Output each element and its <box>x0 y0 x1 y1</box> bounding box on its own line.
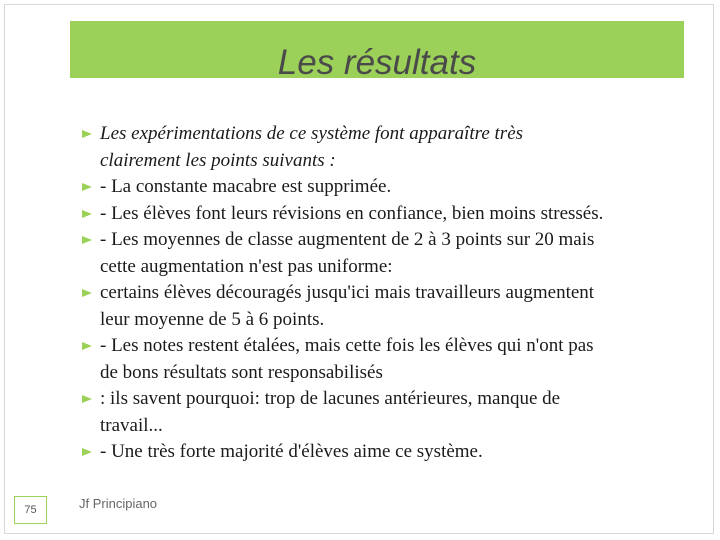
slide-number: 75 <box>14 496 47 524</box>
list-item-line: travail... <box>100 414 163 436</box>
list-item-line: - Les moyennes de classe augmentent de 2 à 3 points sur 20 mais <box>100 229 595 250</box>
triangle-bullet-icon <box>82 288 92 298</box>
list-item-line: : ils savent pourquoi: trop de lacunes antérieures, manque de <box>100 388 561 409</box>
triangle-bullet-icon <box>82 129 92 139</box>
list-item <box>84 439 700 466</box>
list-item-line: Les expérimentations de ce système font apparaître très <box>100 123 524 144</box>
list-item-line: clairement les points suivants : <box>100 149 336 171</box>
list-item-line: de bons résultats sont responsabilisés <box>100 361 383 383</box>
title-bar <box>70 21 684 82</box>
list-item-line: cette augmentation n'est pas uniforme: <box>100 255 393 277</box>
slide-title: Les résultats <box>277 43 477 82</box>
triangle-bullet-icon <box>82 235 92 245</box>
footer-author: Jf Principiano <box>79 496 158 511</box>
list-item <box>84 174 700 201</box>
list-item <box>84 333 700 386</box>
list-item <box>84 386 700 439</box>
list-item-line: - Les notes restent étalées, mais cette fois les élèves qui n'ont pas <box>100 335 594 356</box>
triangle-bullet-icon <box>82 394 92 404</box>
list-item-line: leur moyenne de 5 à 6 points. <box>100 308 325 330</box>
list-item <box>84 280 700 333</box>
list-item-line: - Les élèves font leurs révisions en confiance, bien moins stressés. <box>100 202 604 224</box>
triangle-bullet-icon <box>82 209 92 219</box>
list-item-line: - Une très forte majorité d'élèves aime ce système. <box>100 441 483 462</box>
triangle-bullet-icon <box>82 341 92 351</box>
list-item <box>84 227 700 280</box>
triangle-bullet-icon <box>82 182 92 192</box>
triangle-bullet-icon <box>82 447 92 457</box>
list-item-line: - La constante macabre est supprimée. <box>100 176 392 197</box>
bullet-list <box>84 121 700 466</box>
list-item <box>84 121 700 174</box>
list-item-line: certains élèves découragés jusqu'ici mais travailleurs augmentent <box>100 282 595 303</box>
list-item <box>84 201 700 228</box>
